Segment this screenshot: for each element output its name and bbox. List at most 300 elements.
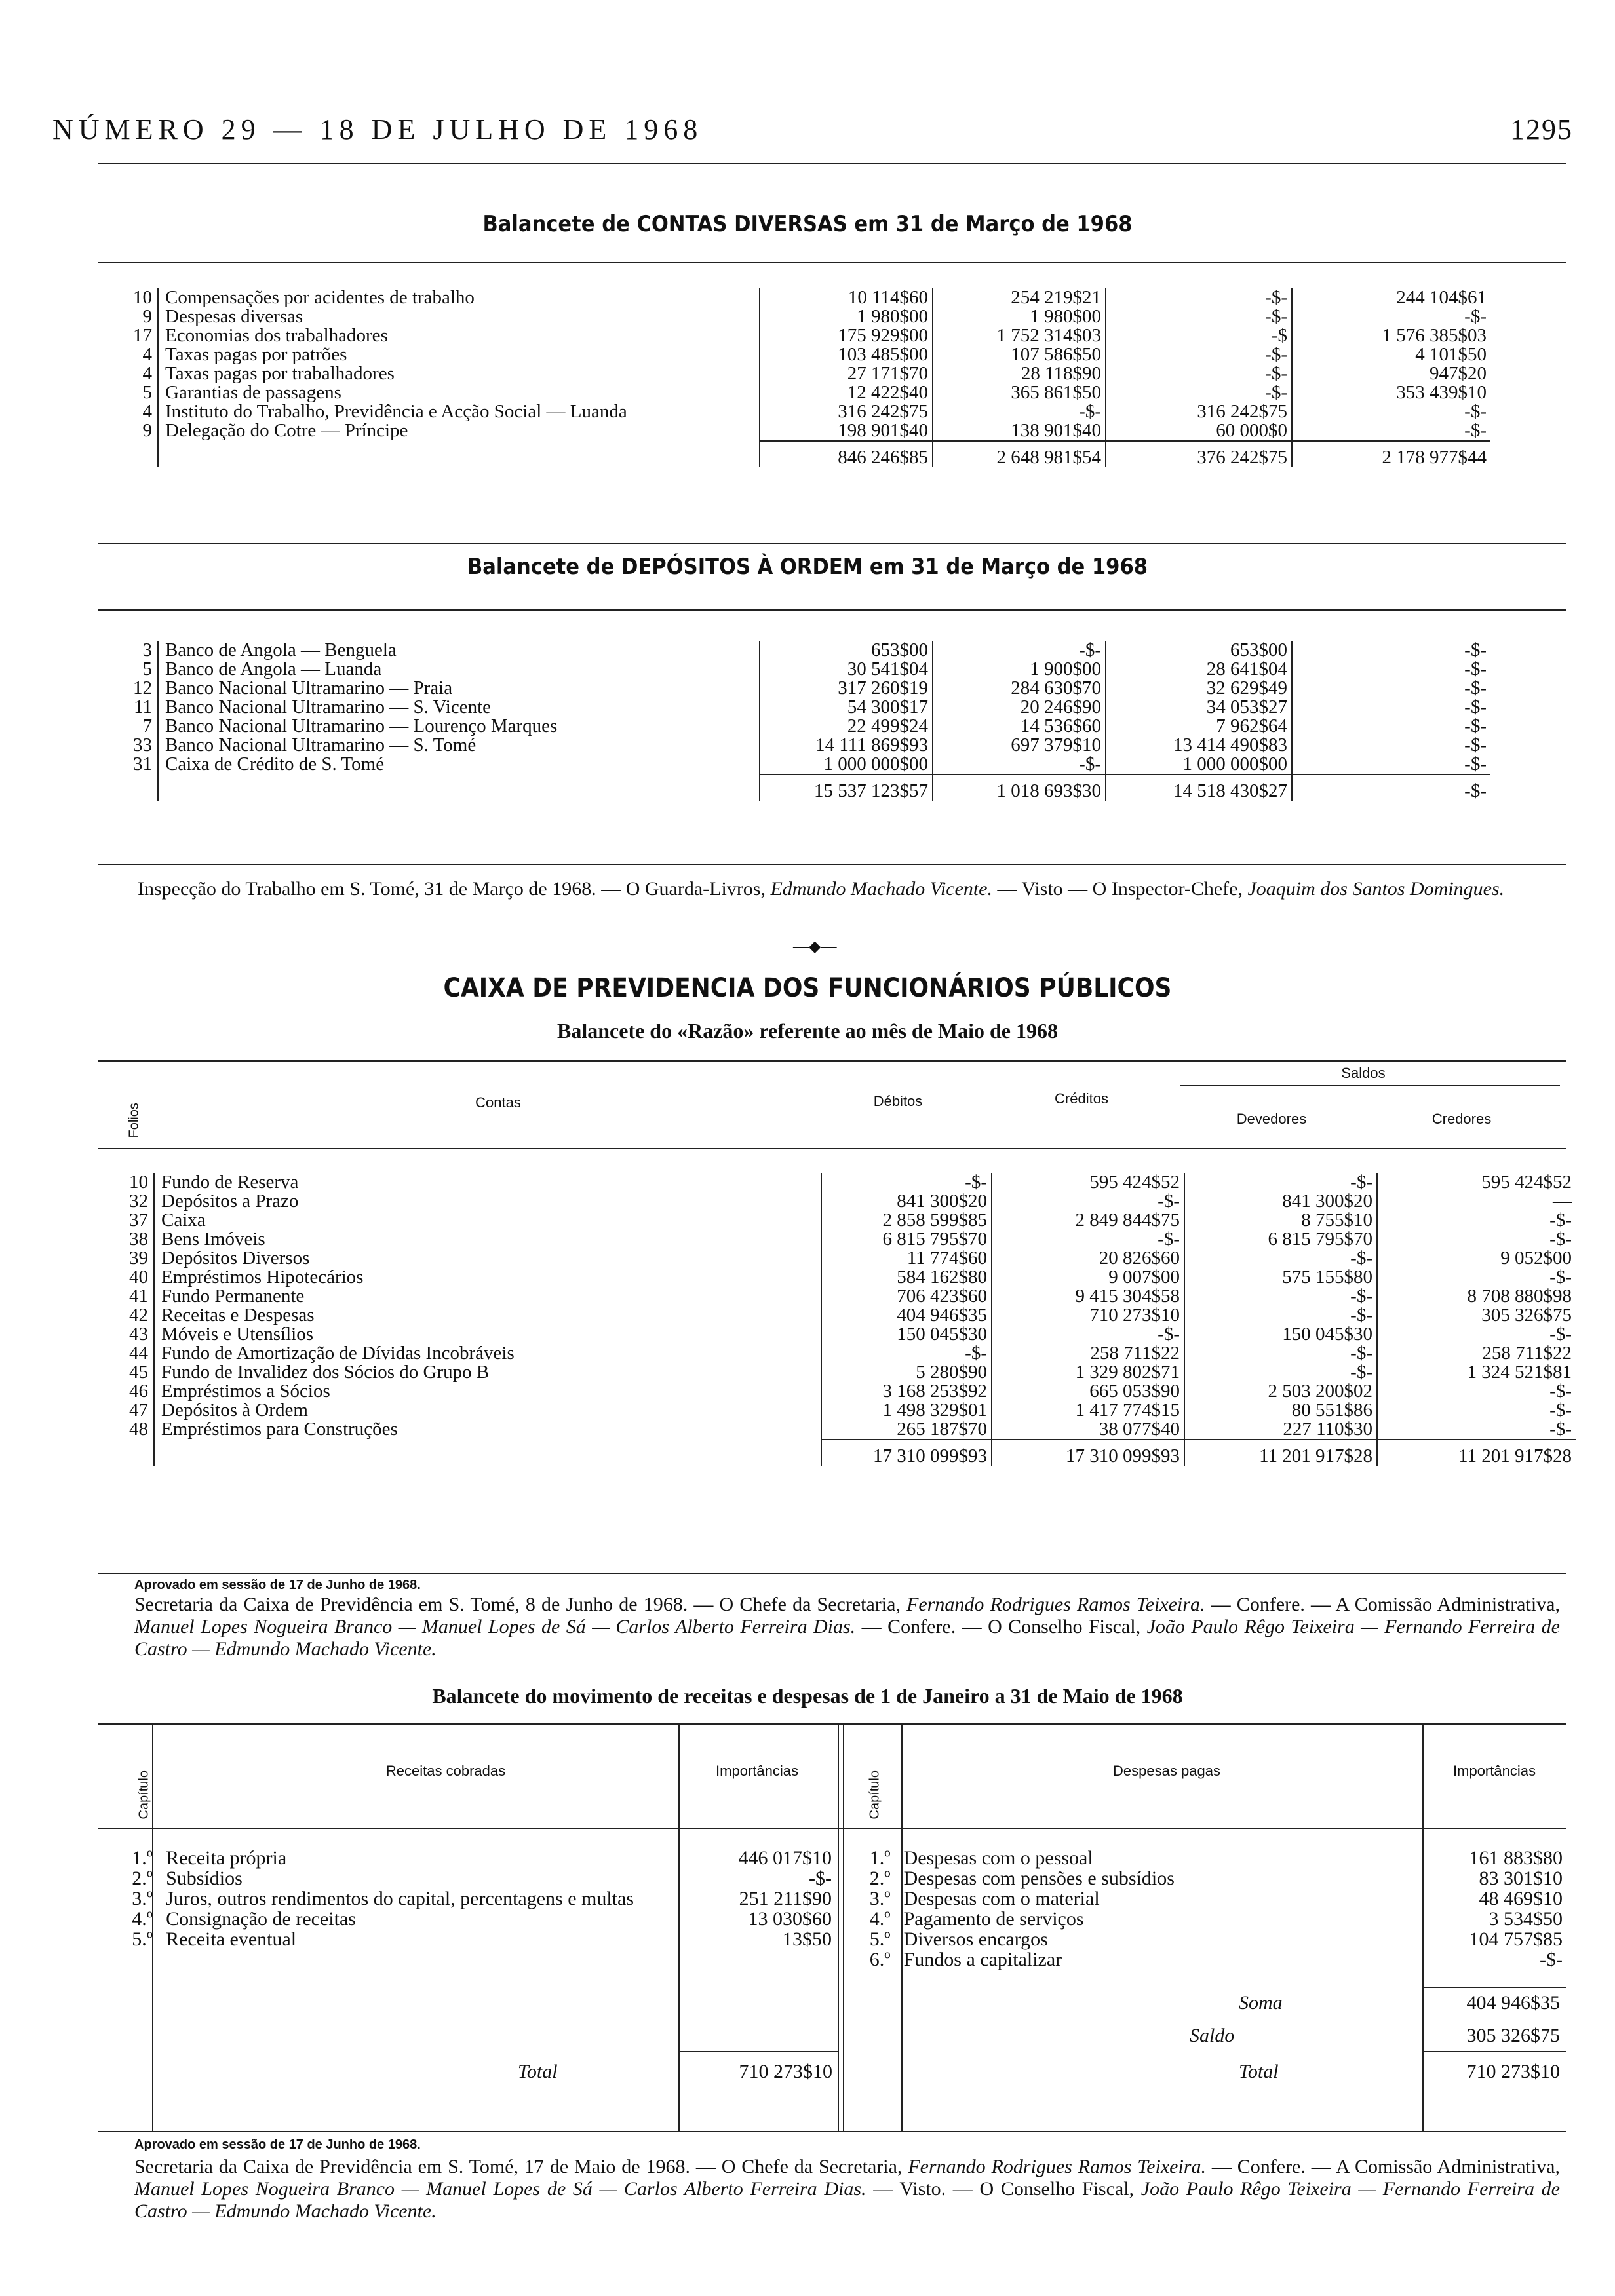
table-row [98, 1401, 1576, 1420]
header-bottom-rule [98, 1828, 1566, 1829]
total-rule-left [678, 2051, 838, 2052]
row-index: 5 [142, 382, 152, 403]
row-value-d: -$- [1377, 1230, 1576, 1249]
total-receitas: 710 273$10 [739, 2061, 832, 2082]
row-description: Compensações por acidentes de trabalho [158, 288, 760, 307]
row-value-a: -$- [821, 1173, 992, 1192]
approved-note: Aprovado em sessão de 17 de Junho de 1968. [134, 2137, 421, 2152]
table-top-rule [98, 262, 1566, 263]
list-item [108, 1868, 836, 1888]
capitulo-header-right: Capítulo [867, 1770, 882, 1820]
row-description: Caixa de Crédito de S. Tomé [158, 755, 760, 775]
table-row [118, 421, 1490, 441]
credores-header: Credores [1431, 1111, 1492, 1127]
row-value-d: -$- [1377, 1211, 1576, 1230]
row-value-b: 665 053$90 [992, 1382, 1184, 1401]
row-value-c: -$- [1106, 307, 1292, 326]
row-value-d: -$- [1292, 660, 1490, 679]
table-row [118, 307, 1490, 326]
table-row [98, 1192, 1576, 1211]
total-despesas: 710 273$10 [1466, 2061, 1560, 2082]
chapter-number: 4.º [132, 1908, 153, 1930]
row-index: 9 [142, 420, 152, 441]
row-value-d: 9 052$00 [1377, 1249, 1576, 1268]
row-value-a: 30 541$04 [760, 660, 933, 679]
row-description: Fundo Permanente [154, 1287, 821, 1306]
movimento-signatures: Secretaria da Caixa de Previdência em S. Tomé, 17 de Maio de 1968. — O Chefe da Secretaria, Fernando Rodrigues Ramos Teixeira. — Confere. — A Comissão Administrativa, Manuel Lopes Nogueira Branco — Manuel Lopes de Sá — Carlos Alberto Ferreira Dias. — Visto. — O Conselho Fiscal, João Paulo Rêgo Teixeira — Fernando Ferreira de Castro — Edmundo Machado Vicente. [134, 2156, 1560, 2222]
row-index: 45 [129, 1362, 148, 1383]
table-row [98, 1287, 1576, 1306]
total-value-d: 2 178 977$44 [1292, 441, 1490, 467]
depositos-ordem-table [118, 641, 1490, 801]
row-description: Empréstimos a Sócios [154, 1382, 821, 1401]
row-description: Banco de Angola — Benguela [158, 641, 760, 660]
row-value-c: 227 110$30 [1184, 1420, 1377, 1440]
row-value-a: 317 260$19 [760, 679, 933, 698]
row-value-b: 365 861$50 [933, 383, 1106, 402]
list-item [108, 1909, 836, 1929]
chapter-description: Subsídios [166, 1867, 243, 1889]
chapter-number: 5.º [869, 1928, 891, 1950]
chapter-amount: 13 030$60 [748, 1908, 832, 1930]
row-index: 9 [142, 306, 152, 327]
chapter-description: Receita própria [166, 1847, 287, 1869]
list-item [108, 1848, 836, 1868]
row-value-b: -$- [992, 1192, 1184, 1211]
contas-diversas-title: Balancete de CONTAS DIVERSAS em 31 de Março de 1968 [482, 211, 1133, 237]
row-value-b: -$- [933, 641, 1106, 660]
table-row [98, 1325, 1576, 1344]
chapter-number: 3.º [869, 1888, 891, 1909]
row-value-c: 2 503 200$02 [1184, 1382, 1377, 1401]
chapter-amount: -$- [809, 1867, 832, 1889]
row-value-d: 244 104$61 [1292, 288, 1490, 307]
totals-row [98, 1440, 1576, 1466]
chapter-amount: 83 301$10 [1479, 1867, 1563, 1889]
row-description: Economias dos trabalhadores [158, 326, 760, 345]
chapter-number: 1.º [869, 1847, 891, 1869]
row-value-b: 1 752 314$03 [933, 326, 1106, 345]
row-value-c: 28 641$04 [1106, 660, 1292, 679]
table-row [118, 660, 1490, 679]
row-value-a: 653$00 [760, 641, 933, 660]
saldo-value: 305 326$75 [1466, 2025, 1560, 2046]
row-value-d: -$- [1292, 736, 1490, 755]
table-row [118, 736, 1490, 755]
chapter-description: Despesas com pensões e subsídios [903, 1867, 1175, 1889]
soma-value: 404 946$35 [1466, 1992, 1560, 2014]
row-value-c: 8 755$10 [1184, 1211, 1377, 1230]
row-description: Depósitos Diversos [154, 1249, 821, 1268]
row-value-a: 12 422$40 [760, 383, 933, 402]
saldos-header: Saldos [1341, 1065, 1386, 1081]
row-description: Banco Nacional Ultramarino — Lourenço Marques [158, 717, 760, 736]
row-description: Bens Imóveis [154, 1230, 821, 1249]
row-description: Taxas pagas por patrões [158, 345, 760, 364]
chapter-number: 2.º [869, 1867, 891, 1889]
row-value-c: -$- [1106, 364, 1292, 383]
row-description: Banco Nacional Ultramarino — Praia [158, 679, 760, 698]
column-rule [838, 1725, 839, 2131]
row-value-a: 22 499$24 [760, 717, 933, 736]
chapter-number: 3.º [132, 1888, 153, 1909]
row-value-a: 5 280$90 [821, 1363, 992, 1382]
row-value-b: 9 007$00 [992, 1268, 1184, 1287]
chapter-description: Despesas com o pessoal [903, 1847, 1093, 1869]
table-row [98, 1249, 1576, 1268]
total-label-left: Total [518, 2061, 558, 2082]
table-row [118, 364, 1490, 383]
list-item [108, 1929, 836, 1949]
row-value-d: -$- [1292, 679, 1490, 698]
saldo-label: Saldo [1190, 2025, 1235, 2046]
row-value-d: -$- [1377, 1268, 1576, 1287]
chapter-amount: 48 469$10 [1479, 1888, 1563, 1909]
row-description: Receitas e Despesas [154, 1306, 821, 1325]
row-value-a: 584 162$80 [821, 1268, 992, 1287]
row-value-b: 697 379$10 [933, 736, 1106, 755]
total-value-c: 376 242$75 [1106, 441, 1292, 467]
row-index: 4 [142, 401, 152, 422]
table-row [118, 641, 1490, 660]
total-value-d: -$- [1292, 775, 1490, 801]
table-row [118, 383, 1490, 402]
list-item [108, 1888, 836, 1909]
row-value-b: -$- [933, 755, 1106, 775]
soma-rule [1422, 1987, 1566, 1988]
chapter-amount: -$- [1540, 1949, 1563, 1970]
row-value-b: 1 417 774$15 [992, 1401, 1184, 1420]
chapter-number: 4.º [869, 1908, 891, 1930]
row-index: 4 [142, 344, 152, 365]
row-value-d: -$- [1292, 641, 1490, 660]
row-value-b: 138 901$40 [933, 421, 1106, 441]
row-description: Depósitos a Prazo [154, 1192, 821, 1211]
row-value-d: 258 711$22 [1377, 1344, 1576, 1363]
caixa-subtitle: Balancete do «Razão» referente ao mês de Maio de 1968 [557, 1019, 1058, 1043]
approved-note: Aprovado em sessão de 17 de Junho de 1968. [134, 1578, 421, 1592]
chapter-amount: 13$50 [783, 1928, 832, 1950]
row-value-c: 316 242$75 [1106, 402, 1292, 421]
row-description: Banco Nacional Ultramarino — S. Vicente [158, 698, 760, 717]
row-value-a: 841 300$20 [821, 1192, 992, 1211]
row-index: 48 [129, 1419, 148, 1440]
row-description: Delegação do Cotre — Príncipe [158, 421, 760, 441]
row-description: Empréstimos para Construções [154, 1420, 821, 1440]
row-index: 12 [133, 678, 152, 698]
row-value-a: 175 929$00 [760, 326, 933, 345]
row-index: 11 [134, 697, 152, 718]
row-value-a: 1 498 329$01 [821, 1401, 992, 1420]
row-value-c: 653$00 [1106, 641, 1292, 660]
totals-row [118, 775, 1490, 801]
row-value-d: 1 324 521$81 [1377, 1363, 1576, 1382]
row-value-c: 34 053$27 [1106, 698, 1292, 717]
inspeccao-signature: Inspecção do Trabalho em S. Tomé, 31 de Março de 1968. — O Guarda-Livros, Edmundo Machado Vicente. — Visto — O Inspector-Chefe, Joaquim dos Santos Domingues. [138, 878, 1505, 900]
row-description: Móveis e Utensílios [154, 1325, 821, 1344]
total-value-b: 1 018 693$30 [933, 775, 1106, 801]
table-row [98, 1268, 1576, 1287]
saldos-rule [1180, 1085, 1560, 1086]
row-value-b: -$- [992, 1325, 1184, 1344]
row-value-c: -$- [1184, 1287, 1377, 1306]
total-label-right: Total [1239, 2061, 1279, 2082]
row-value-b: 284 630$70 [933, 679, 1106, 698]
row-value-a: 11 774$60 [821, 1249, 992, 1268]
row-value-b: 1 900$00 [933, 660, 1106, 679]
movimento-title: Balancete do movimento de receitas e despesas de 1 de Janeiro a 31 de Maio de 1968 [432, 1684, 1183, 1708]
row-value-a: 10 114$60 [760, 288, 933, 307]
row-index: 31 [133, 754, 152, 775]
table-row [118, 402, 1490, 421]
importancias-header-left: Importâncias [716, 1763, 798, 1779]
row-index: 10 [133, 287, 152, 308]
row-description: Fundo de Amortização de Dívidas Incobráveis [154, 1344, 821, 1363]
row-description: Taxas pagas por trabalhadores [158, 364, 760, 383]
row-value-a: 706 423$60 [821, 1287, 992, 1306]
receitas-table [108, 1848, 836, 1949]
row-description: Depósitos à Ordem [154, 1401, 821, 1420]
row-value-c: -$- [1106, 345, 1292, 364]
row-value-a: 54 300$17 [760, 698, 933, 717]
despesas-header: Despesas pagas [1113, 1763, 1220, 1779]
row-value-b: 2 849 844$75 [992, 1211, 1184, 1230]
row-value-d: 8 708 880$98 [1377, 1287, 1576, 1306]
row-value-c: 841 300$20 [1184, 1192, 1377, 1211]
row-value-c: 32 629$49 [1106, 679, 1292, 698]
table-bottom-rule [98, 1573, 1566, 1574]
row-value-c: -$- [1184, 1306, 1377, 1325]
row-value-b: 38 077$40 [992, 1420, 1184, 1440]
capitulo-header-left: Capítulo [136, 1770, 151, 1820]
row-value-a: 2 858 599$85 [821, 1211, 992, 1230]
row-value-b: 14 536$60 [933, 717, 1106, 736]
chapter-amount: 3 534$50 [1489, 1908, 1563, 1930]
total-value-b: 2 648 981$54 [933, 441, 1106, 467]
table-row [98, 1382, 1576, 1401]
devedores-header: Devedores [1236, 1111, 1307, 1127]
chapter-description: Juros, outros rendimentos do capital, percentagens e multas [166, 1888, 634, 1909]
chapter-description: Diversos encargos [903, 1928, 1048, 1950]
row-index: 42 [129, 1305, 148, 1326]
chapter-description: Pagamento de serviços [903, 1908, 1084, 1930]
table-top-rule [98, 609, 1566, 611]
receitas-header: Receitas cobradas [385, 1763, 506, 1779]
table-row [118, 755, 1490, 775]
separator-ornament: —◆— [793, 938, 837, 955]
row-value-b: 1 980$00 [933, 307, 1106, 326]
row-value-b: 9 415 304$58 [992, 1287, 1184, 1306]
depositos-ordem-title: Balancete de DEPÓSITOS À ORDEM em 31 de Março de 1968 [467, 554, 1148, 580]
chapter-amount: 161 883$80 [1469, 1847, 1563, 1869]
table-row [98, 1211, 1576, 1230]
table-top-rule [98, 1060, 1566, 1062]
row-value-c: -$ [1106, 326, 1292, 345]
list-item [847, 1929, 1566, 1949]
creditos-header: Créditos [1055, 1090, 1108, 1107]
row-value-b: 710 273$10 [992, 1306, 1184, 1325]
row-index: 37 [129, 1210, 148, 1231]
chapter-number: 6.º [869, 1949, 891, 1970]
row-description: Fundo de Reserva [154, 1173, 821, 1192]
page-header [52, 113, 1573, 152]
row-value-a: 1 000 000$00 [760, 755, 933, 775]
row-value-d: -$- [1292, 402, 1490, 421]
column-rule [843, 1725, 844, 2131]
row-value-b: 258 711$22 [992, 1344, 1184, 1363]
row-value-b: 1 329 802$71 [992, 1363, 1184, 1382]
total-value-d: 11 201 917$28 [1377, 1440, 1576, 1466]
row-value-a: 150 045$30 [821, 1325, 992, 1344]
row-value-a: 265 187$70 [821, 1420, 992, 1440]
row-value-a: 27 171$70 [760, 364, 933, 383]
table-row [98, 1363, 1576, 1382]
row-value-d: -$- [1292, 755, 1490, 775]
row-value-a: 6 815 795$70 [821, 1230, 992, 1249]
row-value-d: 947$20 [1292, 364, 1490, 383]
row-value-c: 13 414 490$83 [1106, 736, 1292, 755]
total-value-c: 14 518 430$27 [1106, 775, 1292, 801]
row-index: 41 [129, 1286, 148, 1307]
row-index: 3 [142, 640, 152, 660]
table-row [118, 288, 1490, 307]
row-value-c: -$- [1184, 1173, 1377, 1192]
chapter-amount: 251 211$90 [739, 1888, 832, 1909]
row-index: 10 [129, 1172, 148, 1193]
row-index: 43 [129, 1324, 148, 1345]
chapter-description: Consignação de receitas [166, 1908, 356, 1930]
row-value-b: 20 826$60 [992, 1249, 1184, 1268]
row-value-b: -$- [933, 402, 1106, 421]
row-value-a: 404 946$35 [821, 1306, 992, 1325]
row-value-d: -$- [1377, 1382, 1576, 1401]
table-row [118, 345, 1490, 364]
table-row [98, 1420, 1576, 1440]
total-value-c: 11 201 917$28 [1184, 1440, 1377, 1466]
row-index: 5 [142, 659, 152, 679]
caixa-title: CAIXA DE PREVIDENCIA DOS FUNCIONÁRIOS PÚBLICOS [443, 973, 1172, 1003]
contas-diversas-table [118, 288, 1490, 467]
despesas-table [847, 1848, 1566, 1970]
row-value-a: 103 485$00 [760, 345, 933, 364]
row-value-a: -$- [821, 1344, 992, 1363]
row-value-d: 4 101$50 [1292, 345, 1490, 364]
row-value-c: -$- [1184, 1249, 1377, 1268]
row-value-d: -$- [1292, 421, 1490, 441]
row-value-c: -$- [1106, 288, 1292, 307]
list-item [847, 1909, 1566, 1929]
row-index: 44 [129, 1343, 148, 1364]
chapter-description: Despesas com o material [903, 1888, 1100, 1909]
row-index: 17 [133, 325, 152, 346]
table-row [98, 1230, 1576, 1249]
folios-header: Folios [126, 1103, 142, 1138]
row-index: 40 [129, 1267, 148, 1288]
row-value-c: -$- [1184, 1363, 1377, 1382]
soma-label: Soma [1239, 1992, 1283, 2014]
row-value-d: -$- [1292, 307, 1490, 326]
header-rule [98, 163, 1566, 164]
header-bottom-rule [98, 1148, 1566, 1149]
table-row [118, 698, 1490, 717]
total-value-b: 17 310 099$93 [992, 1440, 1184, 1466]
total-value-a: 846 246$85 [760, 441, 933, 467]
table-bottom-rule [98, 2131, 1566, 2132]
row-description: Despesas diversas [158, 307, 760, 326]
row-description: Fundo de Invalidez dos Sócios do Grupo B [154, 1363, 821, 1382]
row-value-a: 316 242$75 [760, 402, 933, 421]
importancias-header-right: Importâncias [1453, 1763, 1536, 1779]
chapter-description: Fundos a capitalizar [903, 1949, 1062, 1970]
row-value-d: -$- [1292, 717, 1490, 736]
table-row [98, 1173, 1576, 1192]
chapter-amount: 446 017$10 [738, 1847, 832, 1869]
row-index: 4 [142, 363, 152, 384]
chapter-number: 1.º [132, 1847, 153, 1869]
row-index: 47 [129, 1400, 148, 1421]
table-row [118, 326, 1490, 345]
row-index: 46 [129, 1381, 148, 1402]
table-bottom-rule [98, 864, 1566, 865]
row-value-d: -$- [1292, 698, 1490, 717]
row-description: Banco Nacional Ultramarino — S. Tomé [158, 736, 760, 755]
table-row [118, 717, 1490, 736]
row-value-c: 575 155$80 [1184, 1268, 1377, 1287]
table-row [98, 1306, 1576, 1325]
debitos-header: Débitos [873, 1093, 923, 1109]
row-value-c: 60 000$0 [1106, 421, 1292, 441]
row-index: 7 [142, 716, 152, 737]
issue-title: NÚMERO 29 — 18 DE JULHO DE 1968 [52, 113, 703, 145]
list-item [847, 1949, 1566, 1970]
row-value-a: 198 901$40 [760, 421, 933, 441]
row-value-c: -$- [1106, 383, 1292, 402]
row-description: Banco de Angola — Luanda [158, 660, 760, 679]
row-value-c: 80 551$86 [1184, 1401, 1377, 1420]
row-index: 33 [133, 735, 152, 756]
row-index: 39 [129, 1248, 148, 1269]
row-value-d: 305 326$75 [1377, 1306, 1576, 1325]
total-rule-right [1422, 2051, 1566, 2052]
row-value-b: 254 219$21 [933, 288, 1106, 307]
row-value-d: 353 439$10 [1292, 383, 1490, 402]
row-description: Instituto do Trabalho, Previdência e Acção Social — Luanda [158, 402, 760, 421]
chapter-description: Receita eventual [166, 1928, 297, 1950]
row-value-d: — [1377, 1192, 1576, 1211]
row-value-d: -$- [1377, 1401, 1576, 1420]
page-number: 1295 [1510, 113, 1573, 145]
table-bottom-rule [98, 543, 1566, 544]
row-value-d: 595 424$52 [1377, 1173, 1576, 1192]
row-value-d: -$- [1377, 1325, 1576, 1344]
row-value-d: 1 576 385$03 [1292, 326, 1490, 345]
row-value-b: 28 118$90 [933, 364, 1106, 383]
caixa-razao-table [98, 1173, 1576, 1466]
totals-row [118, 441, 1490, 467]
row-value-a: 3 168 253$92 [821, 1382, 992, 1401]
row-index: 32 [129, 1191, 148, 1212]
chapter-number: 2.º [132, 1867, 153, 1889]
list-item [847, 1888, 1566, 1909]
row-value-c: 7 962$64 [1106, 717, 1292, 736]
row-description: Empréstimos Hipotecários [154, 1268, 821, 1287]
row-value-d: -$- [1377, 1420, 1576, 1440]
row-value-b: 107 586$50 [933, 345, 1106, 364]
row-value-c: -$- [1184, 1344, 1377, 1363]
row-value-c: 150 045$30 [1184, 1325, 1377, 1344]
row-value-b: -$- [992, 1230, 1184, 1249]
table-row [118, 679, 1490, 698]
